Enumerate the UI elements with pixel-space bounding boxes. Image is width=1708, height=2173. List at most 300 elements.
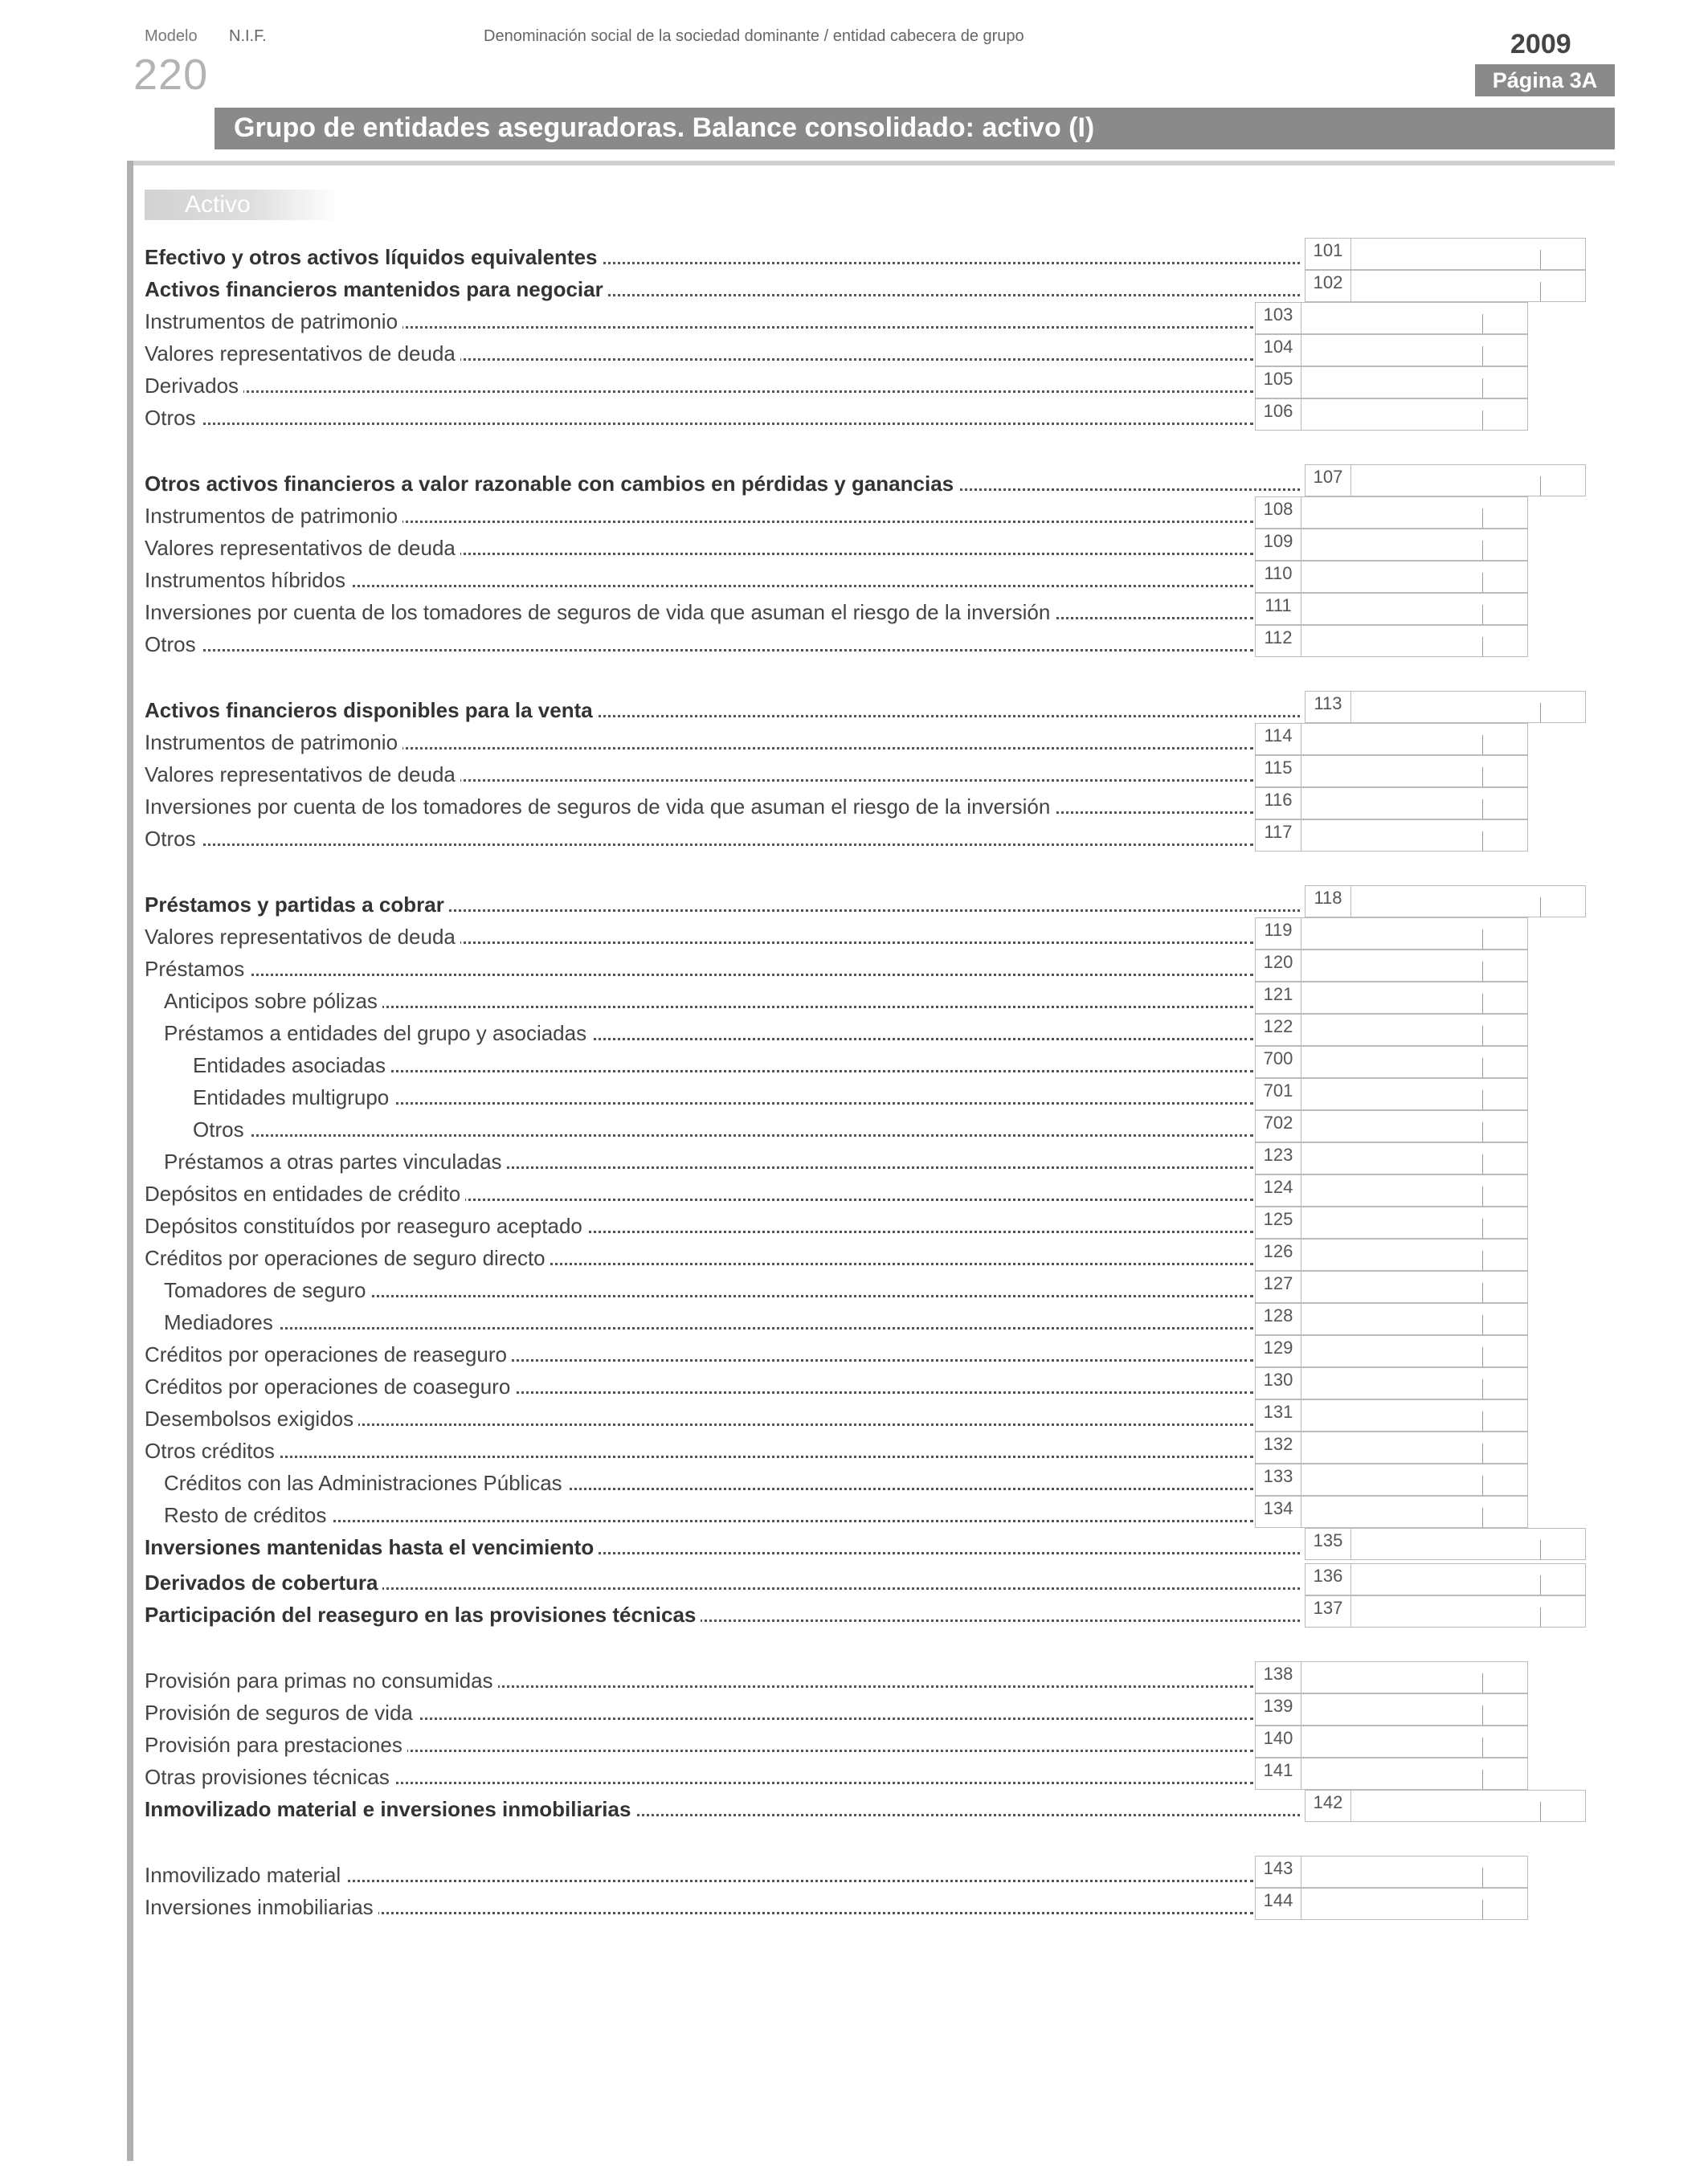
row-label-text: Anticipos sobre pólizas	[145, 989, 382, 1013]
amount-input-120[interactable]	[1301, 950, 1527, 981]
amount-input-124[interactable]	[1301, 1175, 1527, 1206]
form-row-108	[145, 496, 1528, 529]
form-row-119	[145, 917, 1528, 950]
section-label-activo: Activo	[145, 190, 337, 220]
decimal-separator-mark	[1482, 1251, 1483, 1270]
field-code: 141	[1256, 1758, 1301, 1789]
amount-box-135	[1305, 1528, 1586, 1560]
decimal-separator-mark	[1482, 1379, 1483, 1399]
row-label	[145, 762, 1253, 787]
amount-input-108[interactable]	[1301, 497, 1527, 528]
decimal-separator-mark	[1482, 1347, 1483, 1366]
decimal-separator-mark	[1482, 929, 1483, 949]
row-label	[145, 892, 1300, 917]
form-row-104	[145, 334, 1528, 366]
amount-input-111[interactable]	[1301, 594, 1527, 624]
amount-box-125	[1255, 1207, 1528, 1239]
page-badge: Página 3A	[1475, 64, 1615, 96]
amount-input-138[interactable]	[1301, 1662, 1527, 1693]
row-label-text: Depósitos constituídos por reaseguro aceptado	[145, 1214, 587, 1238]
amount-box-131	[1255, 1399, 1528, 1432]
decimal-separator-mark	[1482, 1868, 1483, 1887]
row-label-text: Instrumentos híbridos	[145, 568, 350, 592]
decimal-separator-mark	[1482, 1411, 1483, 1431]
amount-box-142	[1305, 1790, 1586, 1822]
row-label	[145, 1700, 1253, 1726]
amount-input-122[interactable]	[1301, 1015, 1527, 1045]
decimal-separator-mark	[1482, 605, 1483, 624]
amount-input-107[interactable]	[1350, 465, 1585, 496]
row-label-text: Activos financieros disponibles para la venta	[145, 698, 598, 722]
form-row-110	[145, 561, 1528, 593]
form-row-102	[145, 270, 1586, 302]
row-label	[145, 276, 1300, 302]
row-label	[145, 1470, 1253, 1496]
amount-box-702	[1255, 1110, 1528, 1142]
row-label	[145, 1149, 1253, 1174]
form-row-113	[145, 691, 1586, 723]
row-label-text: Créditos con las Administraciones Públicas	[145, 1471, 567, 1495]
decimal-separator-mark	[1482, 1026, 1483, 1045]
form-row-137	[145, 1595, 1586, 1628]
row-label-text: Inversiones mantenidas hasta el vencimiento	[145, 1535, 599, 1559]
row-label	[145, 1894, 1253, 1920]
form-row-114	[145, 723, 1528, 755]
field-code: 106	[1256, 399, 1301, 430]
row-label	[145, 503, 1253, 529]
amount-input-103[interactable]	[1301, 303, 1527, 333]
form-row-132	[145, 1432, 1528, 1464]
form-row-118	[145, 885, 1586, 917]
amount-input-139[interactable]	[1301, 1694, 1527, 1725]
decimal-separator-mark	[1482, 1705, 1483, 1725]
amount-box-101	[1305, 238, 1586, 270]
field-code: 104	[1256, 335, 1301, 366]
amount-box-113	[1305, 691, 1586, 723]
row-label	[145, 471, 1300, 496]
form-row-125	[145, 1207, 1528, 1239]
amount-box-134	[1255, 1496, 1528, 1528]
decimal-separator-mark	[1540, 250, 1541, 269]
field-code: 102	[1306, 271, 1351, 301]
amount-input-102[interactable]	[1350, 271, 1585, 301]
amount-box-108	[1255, 496, 1528, 529]
row-label-text: Préstamos	[145, 957, 249, 981]
form-row-135	[145, 1528, 1586, 1560]
row-label	[145, 1213, 1253, 1239]
amount-input-117[interactable]	[1301, 820, 1527, 851]
form-row-120	[145, 950, 1528, 982]
form-row-129	[145, 1335, 1528, 1367]
amount-input-121[interactable]	[1301, 982, 1527, 1013]
form-row-115	[145, 755, 1528, 787]
row-label-text: Inversiones por cuenta de los tomadores de seguros de vida que asuman el riesgo de la inversión	[145, 794, 1055, 819]
amount-input-109[interactable]	[1301, 529, 1527, 560]
row-label	[145, 956, 1253, 982]
field-code: 101	[1306, 239, 1351, 269]
field-code: 133	[1256, 1464, 1301, 1495]
nif-label: N.I.F.	[229, 27, 267, 45]
row-label-text: Entidades asociadas	[145, 1053, 390, 1077]
row-label	[145, 1374, 1253, 1399]
decimal-separator-mark	[1540, 703, 1541, 722]
row-label	[145, 1342, 1253, 1367]
field-code: 103	[1256, 303, 1301, 333]
form-row-143	[145, 1856, 1528, 1888]
row-label-text: Derivados de cobertura	[145, 1571, 382, 1595]
row-label	[145, 631, 1253, 657]
field-code: 139	[1256, 1694, 1301, 1725]
row-label	[145, 1732, 1253, 1758]
decimal-separator-mark	[1482, 1673, 1483, 1693]
row-label-text: Préstamos a otras partes vinculadas	[145, 1150, 507, 1174]
dot-leader	[145, 843, 1253, 846]
decimal-separator-mark	[1482, 411, 1483, 430]
amount-box-102	[1305, 270, 1586, 302]
row-label	[145, 535, 1253, 561]
amount-box-133	[1255, 1464, 1528, 1496]
field-code: 128	[1256, 1304, 1301, 1334]
dot-leader	[145, 390, 1253, 393]
decimal-separator-mark	[1482, 831, 1483, 851]
amount-box-127	[1255, 1271, 1528, 1303]
amount-input-127[interactable]	[1301, 1272, 1527, 1302]
row-label	[145, 1502, 1253, 1528]
decimal-separator-mark	[1482, 962, 1483, 981]
row-label	[145, 405, 1253, 431]
field-code: 109	[1256, 529, 1301, 560]
decimal-separator-mark	[1482, 637, 1483, 656]
field-code: 135	[1306, 1529, 1351, 1559]
row-label-text: Instrumentos de patrimonio	[145, 730, 402, 754]
decimal-separator-mark	[1540, 1607, 1541, 1627]
decimal-separator-mark	[1482, 799, 1483, 819]
field-code: 132	[1256, 1432, 1301, 1463]
row-label-text: Efectivo y otros activos líquidos equivalentes	[145, 245, 603, 269]
amount-input-129[interactable]	[1301, 1336, 1527, 1366]
row-label-text: Provisión de seguros de vida	[145, 1701, 418, 1725]
decimal-separator-mark	[1482, 1315, 1483, 1334]
dot-leader	[145, 974, 1253, 976]
row-label	[145, 697, 1300, 723]
amount-box-139	[1255, 1693, 1528, 1726]
row-label	[145, 826, 1253, 852]
row-label-text: Préstamos a entidades del grupo y asociadas	[145, 1021, 591, 1045]
amount-input-132[interactable]	[1301, 1432, 1527, 1463]
form-row-122	[145, 1014, 1528, 1046]
amount-input-110[interactable]	[1301, 562, 1527, 592]
amount-box-119	[1255, 917, 1528, 950]
amount-box-111	[1255, 593, 1528, 625]
field-code: 120	[1256, 950, 1301, 981]
field-code: 123	[1256, 1143, 1301, 1174]
amount-box-128	[1255, 1303, 1528, 1335]
row-label-text: Inmovilizado material	[145, 1863, 345, 1887]
amount-input-116[interactable]	[1301, 788, 1527, 819]
amount-input-128[interactable]	[1301, 1304, 1527, 1334]
form-row-112	[145, 625, 1528, 657]
amount-box-121	[1255, 982, 1528, 1014]
amount-box-104	[1255, 334, 1528, 366]
form-row-116	[145, 787, 1528, 819]
row-label	[145, 373, 1253, 398]
decimal-separator-mark	[1540, 897, 1541, 917]
row-label-text: Valores representativos de deuda	[145, 762, 460, 786]
row-label-text: Tomadores de seguro	[145, 1278, 370, 1302]
decimal-separator-mark	[1482, 378, 1483, 398]
row-label	[145, 1602, 1300, 1628]
decimal-separator-mark	[1482, 1770, 1483, 1789]
form-row-701	[145, 1078, 1528, 1110]
amount-input-130[interactable]	[1301, 1368, 1527, 1399]
form-row-127	[145, 1271, 1528, 1303]
row-label-text: Participación del reaseguro en las provisiones técnicas	[145, 1603, 701, 1627]
amount-box-138	[1255, 1661, 1528, 1693]
field-code: 110	[1256, 562, 1301, 592]
amount-box-120	[1255, 950, 1528, 982]
form-row-124	[145, 1174, 1528, 1207]
decimal-separator-mark	[1482, 1219, 1483, 1238]
row-label	[145, 1668, 1253, 1693]
field-code: 143	[1256, 1856, 1301, 1887]
amount-input-105[interactable]	[1301, 367, 1527, 398]
row-label-text: Otros activos financieros a valor razonable con cambios en pérdidas y ganancias	[145, 472, 958, 496]
row-label	[145, 1438, 1253, 1464]
form-row-702	[145, 1110, 1528, 1142]
form-row-131	[145, 1399, 1528, 1432]
amount-input-114[interactable]	[1301, 724, 1527, 754]
amount-input-700[interactable]	[1301, 1047, 1527, 1077]
row-label	[145, 1277, 1253, 1303]
field-code: 124	[1256, 1175, 1301, 1206]
field-code: 131	[1256, 1400, 1301, 1431]
decimal-separator-mark	[1482, 1738, 1483, 1757]
form-row-142	[145, 1790, 1586, 1822]
amount-input-134[interactable]	[1301, 1497, 1527, 1527]
row-label-text: Depósitos en entidades de crédito	[145, 1182, 465, 1206]
amount-input-119[interactable]	[1301, 918, 1527, 949]
amount-input-106[interactable]	[1301, 399, 1527, 430]
amount-box-126	[1255, 1239, 1528, 1271]
year-label: 2009	[1510, 29, 1571, 59]
field-code: 113	[1306, 692, 1351, 722]
row-label-text: Entidades multigrupo	[145, 1085, 394, 1109]
form-row-140	[145, 1726, 1528, 1758]
amount-input-101[interactable]	[1350, 239, 1585, 269]
row-label	[145, 308, 1253, 334]
decimal-separator-mark	[1482, 541, 1483, 560]
field-code: 121	[1256, 982, 1301, 1013]
decimal-separator-mark	[1482, 1508, 1483, 1527]
amount-input-701[interactable]	[1301, 1079, 1527, 1109]
amount-box-116	[1255, 787, 1528, 819]
row-label-text: Instrumentos de patrimonio	[145, 309, 402, 333]
row-label-text: Otros	[145, 827, 201, 851]
amount-box-117	[1255, 819, 1528, 852]
form-row-121	[145, 982, 1528, 1014]
decimal-separator-mark	[1482, 509, 1483, 528]
decimal-separator-mark	[1482, 573, 1483, 592]
amount-box-137	[1305, 1595, 1586, 1628]
field-code: 111	[1256, 594, 1301, 624]
amount-box-112	[1255, 625, 1528, 657]
row-label-text: Inmovilizado material e inversiones inmobiliarias	[145, 1797, 635, 1821]
row-label-text: Otros	[145, 632, 201, 656]
form-row-117	[145, 819, 1528, 852]
field-code: 125	[1256, 1207, 1301, 1238]
form-row-134	[145, 1496, 1528, 1528]
row-label	[145, 1862, 1253, 1888]
amount-input-702[interactable]	[1301, 1111, 1527, 1142]
row-label	[145, 1570, 1300, 1595]
row-label	[145, 567, 1253, 593]
modelo-number: 220	[133, 51, 209, 99]
decimal-separator-mark	[1540, 476, 1541, 496]
row-label-text: Créditos por operaciones de seguro directo	[145, 1246, 550, 1270]
form-row-101	[145, 238, 1586, 270]
amount-input-104[interactable]	[1301, 335, 1527, 366]
row-label-text: Préstamos y partidas a cobrar	[145, 892, 449, 917]
amount-input-123[interactable]	[1301, 1143, 1527, 1174]
form-row-128	[145, 1303, 1528, 1335]
row-label	[145, 729, 1253, 755]
dot-leader	[145, 1456, 1253, 1458]
amount-box-115	[1255, 755, 1528, 787]
form-row-130	[145, 1367, 1528, 1399]
field-code: 136	[1306, 1564, 1351, 1595]
amount-input-137[interactable]	[1350, 1596, 1585, 1627]
amount-box-144	[1255, 1888, 1528, 1920]
row-label-text: Créditos por operaciones de reaseguro	[145, 1342, 512, 1366]
decimal-separator-mark	[1482, 767, 1483, 786]
field-code: 116	[1256, 788, 1301, 819]
field-code: 701	[1256, 1079, 1301, 1109]
row-label	[145, 1084, 1253, 1110]
field-code: 129	[1256, 1336, 1301, 1366]
amount-input-131[interactable]	[1301, 1400, 1527, 1431]
decimal-separator-mark	[1482, 1444, 1483, 1463]
amount-box-118	[1305, 885, 1586, 917]
row-label	[145, 1796, 1300, 1822]
amount-box-141	[1255, 1758, 1528, 1790]
row-label	[145, 1245, 1253, 1271]
row-label	[145, 988, 1253, 1014]
field-code: 134	[1256, 1497, 1301, 1527]
amount-box-110	[1255, 561, 1528, 593]
decimal-separator-mark	[1482, 1476, 1483, 1495]
amount-box-122	[1255, 1014, 1528, 1046]
row-label	[145, 1764, 1253, 1790]
dot-leader	[145, 1327, 1253, 1330]
field-code: 105	[1256, 367, 1301, 398]
row-label	[145, 1534, 1300, 1560]
amount-box-105	[1255, 366, 1528, 398]
amount-box-109	[1255, 529, 1528, 561]
amount-box-124	[1255, 1174, 1528, 1207]
form-row-138	[145, 1661, 1528, 1693]
row-label-text: Créditos por operaciones de coaseguro	[145, 1374, 515, 1399]
row-label	[145, 924, 1253, 950]
field-code: 114	[1256, 724, 1301, 754]
row-label	[145, 1117, 1253, 1142]
amount-input-142[interactable]	[1350, 1791, 1585, 1821]
field-code: 702	[1256, 1111, 1301, 1142]
top-rule	[133, 161, 1615, 165]
amount-input-113[interactable]	[1350, 692, 1585, 722]
form-row-107	[145, 464, 1586, 496]
amount-box-136	[1305, 1563, 1586, 1595]
field-code: 115	[1256, 756, 1301, 786]
row-label-text: Otras provisiones técnicas	[145, 1765, 394, 1789]
form-row-133	[145, 1464, 1528, 1496]
row-label-text: Instrumentos de patrimonio	[145, 504, 402, 528]
decimal-separator-mark	[1482, 314, 1483, 333]
decimal-separator-mark	[1482, 1090, 1483, 1109]
form-row-126	[145, 1239, 1528, 1271]
decimal-separator-mark	[1482, 1154, 1483, 1174]
form-row-109	[145, 529, 1528, 561]
amount-input-133[interactable]	[1301, 1464, 1527, 1495]
decimal-separator-mark	[1482, 346, 1483, 366]
modelo-label: Modelo	[145, 27, 198, 45]
row-label-text: Desembolsos exigidos	[145, 1407, 358, 1431]
field-code: 138	[1256, 1662, 1301, 1693]
amount-input-141[interactable]	[1301, 1758, 1527, 1789]
row-label	[145, 1052, 1253, 1078]
amount-box-114	[1255, 723, 1528, 755]
field-code: 119	[1256, 918, 1301, 949]
row-label	[145, 794, 1253, 819]
decimal-separator-mark	[1482, 1900, 1483, 1919]
row-label	[145, 1309, 1253, 1335]
row-label-text: Provisión para primas no consumidas	[145, 1669, 498, 1693]
amount-input-112[interactable]	[1301, 626, 1527, 656]
decimal-separator-mark	[1482, 1283, 1483, 1302]
amount-input-118[interactable]	[1350, 886, 1585, 917]
amount-box-701	[1255, 1078, 1528, 1110]
form-row-141	[145, 1758, 1528, 1790]
amount-input-140[interactable]	[1301, 1726, 1527, 1757]
field-code: 122	[1256, 1015, 1301, 1045]
amount-input-126[interactable]	[1301, 1240, 1527, 1270]
row-label-text: Derivados	[145, 374, 243, 398]
row-label	[145, 341, 1253, 366]
field-code: 108	[1256, 497, 1301, 528]
amount-box-130	[1255, 1367, 1528, 1399]
amount-input-143[interactable]	[1301, 1856, 1527, 1887]
amount-input-125[interactable]	[1301, 1207, 1527, 1238]
row-label-text: Otros	[145, 1117, 249, 1142]
amount-input-135[interactable]	[1350, 1529, 1585, 1559]
amount-input-144[interactable]	[1301, 1889, 1527, 1919]
amount-box-123	[1255, 1142, 1528, 1174]
amount-box-107	[1305, 464, 1586, 496]
row-label	[145, 1406, 1253, 1432]
row-label-text: Otros créditos	[145, 1439, 280, 1463]
amount-input-115[interactable]	[1301, 756, 1527, 786]
amount-box-106	[1255, 398, 1528, 431]
field-code: 112	[1256, 626, 1301, 656]
decimal-separator-mark	[1482, 994, 1483, 1013]
row-label-text: Provisión para prestaciones	[145, 1733, 407, 1757]
decimal-separator-mark	[1482, 1187, 1483, 1206]
row-label	[145, 1020, 1253, 1046]
form-row-700	[145, 1046, 1528, 1078]
amount-input-136[interactable]	[1350, 1564, 1585, 1595]
decimal-separator-mark	[1540, 282, 1541, 301]
form-row-105	[145, 366, 1528, 398]
field-code: 127	[1256, 1272, 1301, 1302]
